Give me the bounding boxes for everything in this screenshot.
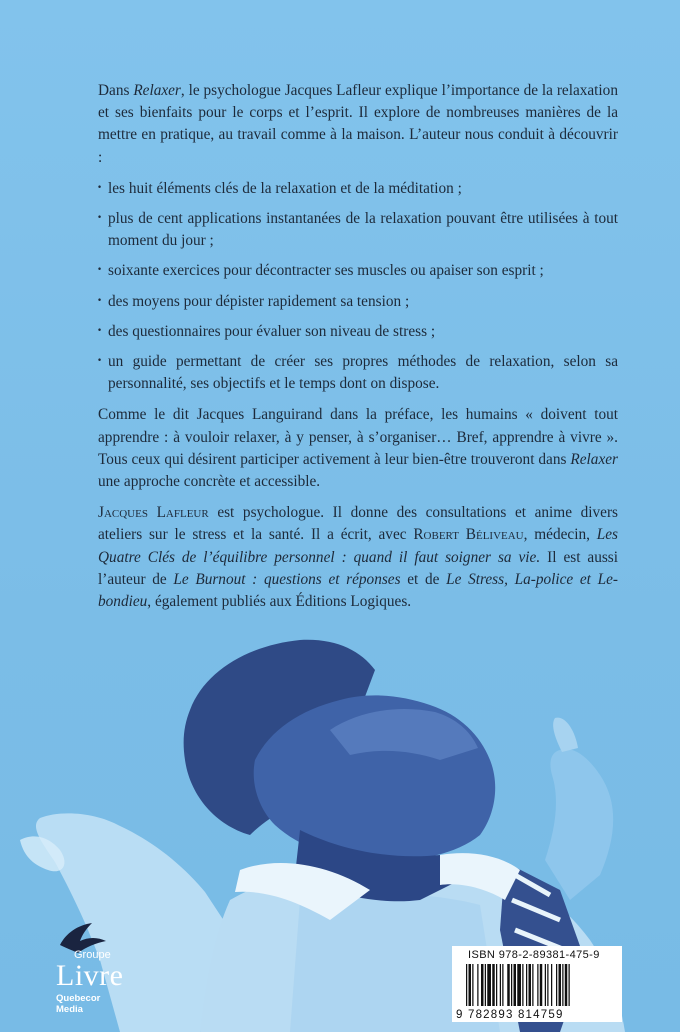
list-item: · des questionnaires pour évaluer son niveau de stress ; (98, 321, 618, 343)
list-item: · soixante exercices pour décontracter ses muscles ou apaiser son esprit ; (98, 260, 618, 282)
coauthor-name: Robert Béliveau (413, 526, 524, 544)
book-title: Relaxer (570, 450, 618, 468)
isbn-text: ISBN 978-2-89381-475-9 (468, 949, 600, 961)
book-title: Les Quatre Clés de l’équilibre personnel : quand il faut soigner sa vie. (98, 526, 618, 566)
book-title: Relaxer (133, 82, 181, 99)
author-name: Jacques Lafleur (98, 504, 209, 522)
barcode-label (452, 946, 622, 1022)
book-title: Le Burnout : questions et réponses (173, 570, 401, 588)
publisher-logo (30, 915, 124, 1015)
logo-quebecor-text: Quebecor Media (56, 993, 101, 1015)
feature-list (98, 178, 618, 396)
author-bio-paragraph: Jacques Lafleur est psychologue. Il donne des consultations et anime divers ateliers sur le stress et la santé. Il a écrit, avec Robert Béliveau, médecin, Les Quatre Clés de l’équilibre personnel : quand il faut soigner sa vie. Il est aussi l’auteur de Le Burnout : questions et réponses et de Le Stress, La-police et Le-bondieu, également publiés aux Éditions Logiques. (98, 504, 619, 611)
list-item: · les huit éléments clés de la relaxation et de la méditation ; (98, 178, 618, 200)
preface-paragraph: Comme le dit Jacques Languirand dans la préface, les humains « doivent tout apprendre : à vouloir relaxer, à y penser, à s’organiser… Bref, apprendre à vivre ». Tous ceux qui désirent participer activement à leur bien-être trouveront dans Relaxer une approche concrète et accessible. (98, 406, 618, 491)
list-item: · des moyens pour dépister rapidement sa tension ; (98, 291, 618, 313)
logo-groupe-text: Groupe (74, 949, 111, 961)
barcode-digits: 9 782893 814759 (456, 1009, 564, 1021)
list-item: · plus de cent applications instantanées de la relaxation pouvant être utilisées à tout moment du jour ; (98, 208, 618, 252)
intro-paragraph: Dans Relaxer, le psychologue Jacques Lafleur explique l’importance de la relaxation et ses bienfaits pour le corps et l’esprit. Il explore de nombreuses manières de la mettre en pratique, au travail comme à la maison. L’auteur nous conduit à découvrir : (98, 82, 618, 166)
logo-livre-text: Livre (56, 959, 124, 992)
book-title: Le Stress, La-police et Le-bondieu (98, 570, 619, 611)
back-cover-text (98, 80, 618, 622)
list-item: · un guide permettant de créer ses propres méthodes de relaxation, selon sa personnalité, ses objectifs et le temps dont on dispose. (98, 351, 618, 395)
